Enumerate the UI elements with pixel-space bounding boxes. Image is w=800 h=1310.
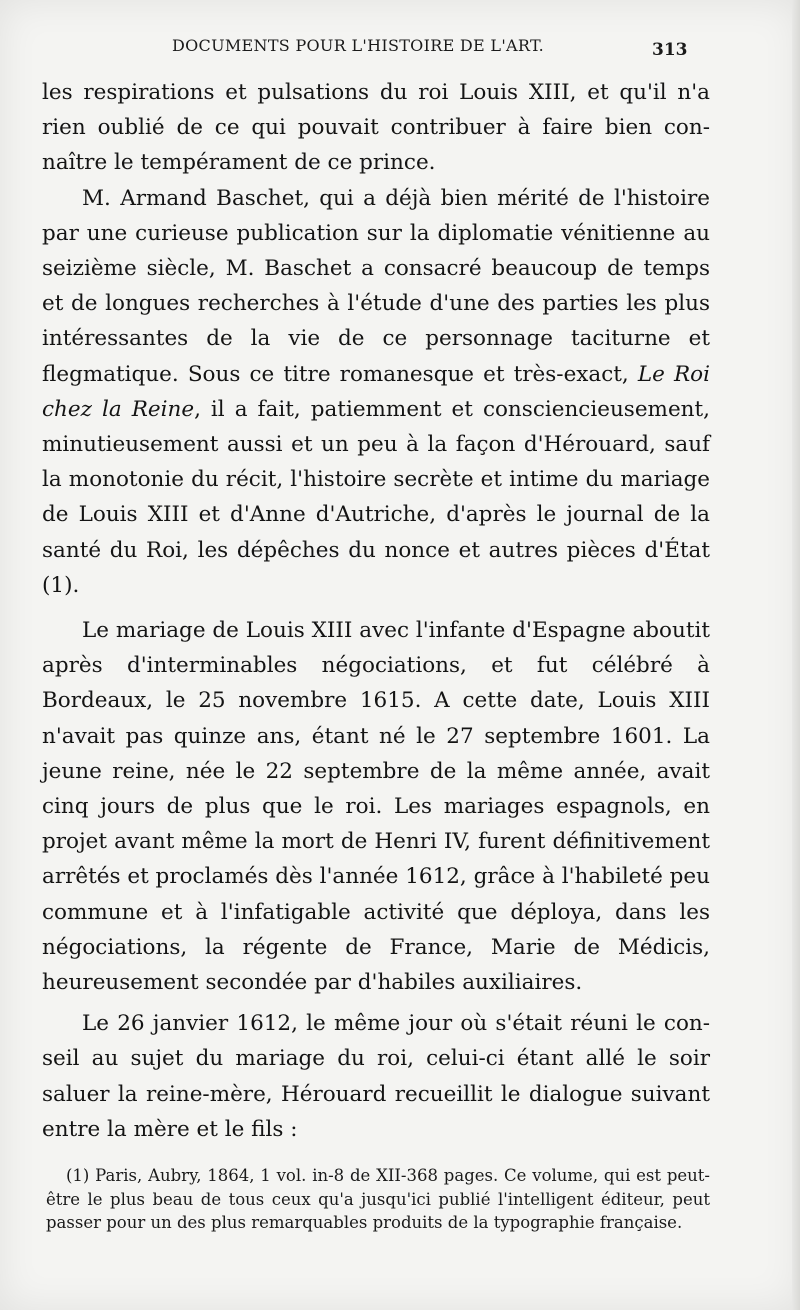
footnote-text: (1) Paris, Aubry, 1864, 1 vol. in-8 de XII-368 pages. Ce volume, qui est peut-être le plus beau de tous ceux qu'a jusqu'ici publié l'intelligent éditeur, peut passer pour un des plus remarquables produits de la typographie française. (46, 1166, 710, 1232)
body-text (42, 75, 710, 1147)
footnote (46, 1164, 710, 1235)
paragraph-1: les respirations et pulsations du roi Louis XIII, et qu'il n'a rien oublié de ce qui pouvait contribuer à faire bien connaître le tempérament de ce prince. (42, 80, 710, 176)
page-edge (792, 0, 800, 1310)
paragraph-2-text-after-italic: , il a fait, patiemment et consciencieusement, minutieusement aussi et un peu à la façon d'Hérouard, sauf la monotonie du récit, l'histoire secrète et intime du mariage de Louis XIII et d'Anne d'Autriche, d'après le journal de la santé du Roi, les dépêches du nonce et autres pièces d'État (1). (42, 396, 710, 598)
paragraph-2 (42, 181, 710, 603)
running-title: DOCUMENTS POUR L'HISTOIRE DE L'ART. (172, 36, 544, 55)
book-title-italic: Le Roi chez la Reine (42, 361, 711, 422)
page-number: 313 (652, 40, 688, 60)
paragraph-3: Le mariage de Louis XIII avec l'infante d'Espagne aboutit après d'interminables négociations, et fut célébré à Bordeaux, le 25 novembre 1615. A cette date, Louis XIII n'avait pas quinze ans, étant né le 27 septembre 1601. La jeune reine, née le 22 septembre de la même année, avait cinq jours de plus que le roi. Les mariages espagnols, en projet avant même la mort de Henri IV, furent définitivement arrêtés et proclamés dès l'année 1612, grâce à l'habileté peu commune et à l'infatigable activité que déploya, dans les négociations, la régente de France, Marie de Médicis, heureusement secondée par d'habiles auxiliaires. (42, 618, 710, 996)
paragraph-4: Le 26 janvier 1612, le même jour où s'était réuni le conseil au sujet du mariage du roi, celui-ci étant allé le soir saluer la reine-mère, Hérouard recueillit le dialogue suivant entre la mère et le fils : (42, 1011, 710, 1142)
paragraph-2-text-before-italic: M. Armand Baschet, qui a déjà bien mérité de l'histoire par une curieuse publication sur la diplomatie vénitienne au seizième siècle, M. Baschet a consacré beaucoup de temps et de longues recherches à l'étude d'une des parties les plus intéressantes de la vie de ce personnage taciturne et flegmatique. Sous ce titre romanesque et très-exact, (42, 185, 710, 387)
